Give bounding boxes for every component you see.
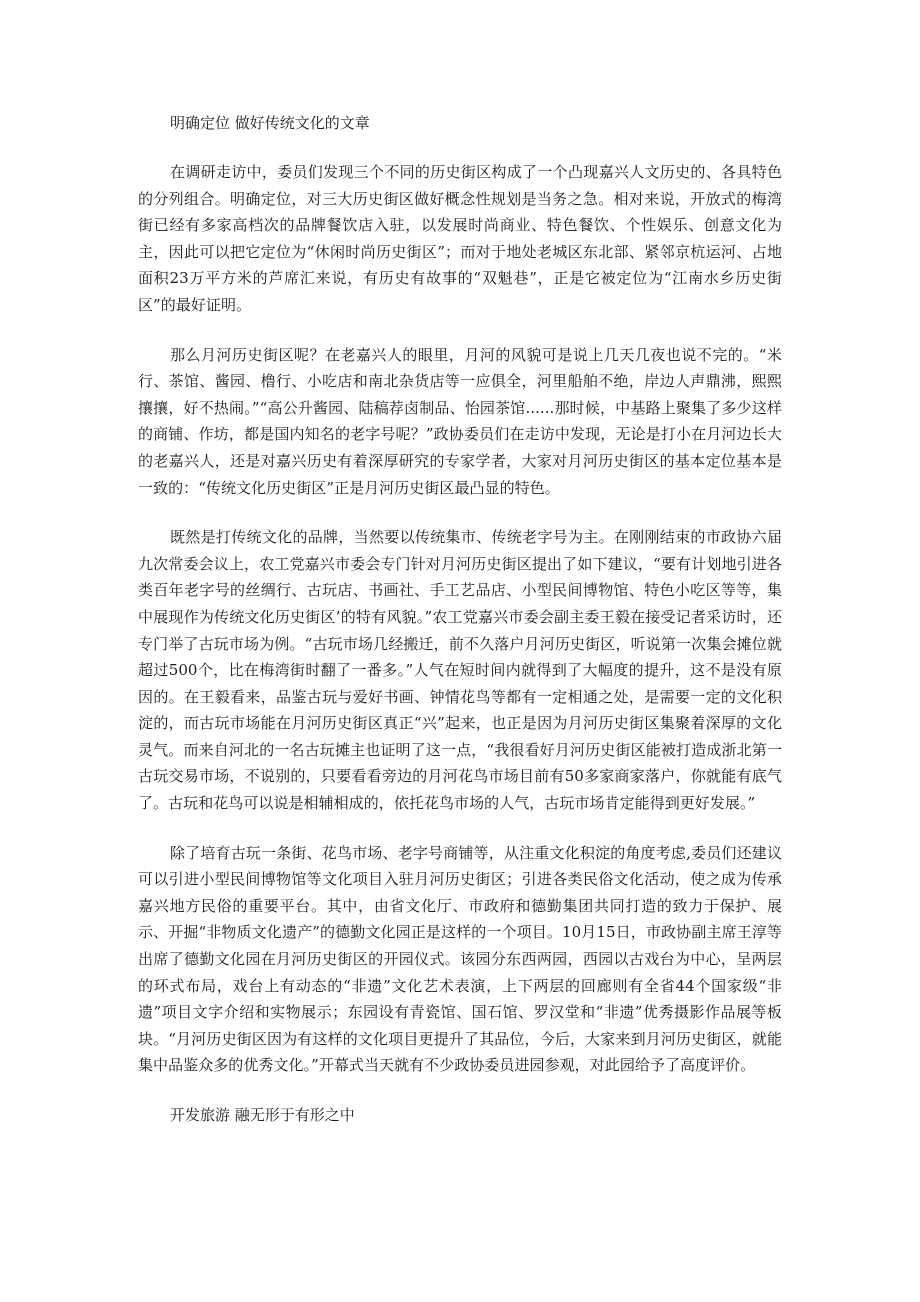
section-heading-tourism: 开发旅游 融无形于有形之中 <box>170 1106 355 1124</box>
paragraph-survey: 在调研走访中，委员们发现三个不同的历史街区构成了一个凸现嘉兴人文历史的、各具特色的分列组合。明确定位，对三大历史街区做好概念性规划是当务之急。相对来说，开放式的梅湾街已经有多家高档次的品牌餐饮店入驻，以发展时尚商业、特色餐饮、个性娱乐、创意文化为主，因此可以把它定位为“休闲时尚历史街区”；而对于地处老城区东北部、紧邻京杭运河、占地面积23万平方米的芦席汇来说，有历史有故事的“双魁巷”，正是它被定位为“江南水乡历史街区”的最好证明。 <box>138 163 782 314</box>
paragraph-traditional-brand: 既然是打传统文化的品牌，当然要以传统集市、传统老字号为主。在刚刚结束的市政协六届九次常委会议上，农工党嘉兴市委会专门针对月河历史街区提出了如下建议，“要有计划地引进各类百年老字号的丝绸行、古玩店、书画社、手工艺品店、小型民间博物馆、特色小吃区等等，集中展现作为传统文化历史街区’的特有风貌。”农工党嘉兴市委会副主委王毅在接受记者采访时，还专门举了古玩市场为例。“古玩市场几经搬迁，前不久落户月河历史街区，听说第一次集会摊位就超过500个，比在梅湾街时翻了一番多。”人气在短时间内就得到了大幅度的提升，这不是没有原因的。在王毅看来，品鉴古玩与爱好书画、钟情花鸟等都有一定相通之处，是需要一定的文化积淀的，而古玩市场能在月河历史街区真正“兴”起来，也正是因为月河历史街区集聚着深厚的文化灵气。而来自河北的一名古玩摊主也证明了这一点，“我很看好月河历史街区能被打造成浙北第一古玩交易市场，不说别的，只要看看旁边的月河花鸟市场目前有50多家商家落户，你就能有底气了。古玩和花鸟可以说是相辅相成的，依托花鸟市场的人气，古玩市场肯定能得到更好发展。” <box>138 528 782 813</box>
paragraph-yuehe-district: 那么月河历史街区呢？在老嘉兴人的眼里，月河的风貌可是说上几天几夜也说不完的。“米行、茶馆、酱园、橹行、小吃店和南北杂货店等一应俱全，河里船舶不绝，岸边人声鼎沸，熙熙攘攘，好不热闹。”“高公升酱园、陆稿荐卤制品、怡园茶馆......那时候，中基路上聚集了多少这样的商铺、作坊，都是国内知名的老字号呢？”政协委员们在走访中发现，无论是打小在月河边长大的老嘉兴人，还是对嘉兴历史有着深厚研究的专家学者，大家对月河历史街区的基本定位基本是一致的：“传统文化历史街区”正是月河历史街区最凸显的特色。 <box>138 345 782 497</box>
section-heading-positioning: 明确定位 做好传统文化的文章 <box>170 114 370 132</box>
paragraph-cultural-projects: 除了培育古玩一条街、花鸟市场、老字号商铺等，从注重文化积淀的角度考虑,委员们还建议可以引进小型民间博物馆等文化项目入驻月河历史街区；引进各类民俗文化活动，使之成为传承嘉兴地方民俗的重要平台。其中，由省文化厅、市政府和德勤集团共同打造的致力于保护、展示、开掘“非物质文化遗产”的德勤文化园正是这样的一个项目。10月15日，市政协副主席王淳等出席了德勤文化园在月河历史街区的开园仪式。该园分东西两园，西园以古戏台为中心，呈两层的环式布局，戏台上有动态的“非遗”文化艺术表演，上下两层的回廊则有全省44个国家级“非遗”项目文字介绍和实物展示；东园设有青瓷馆、国石馆、罗汉堂和“非遗”优秀摄影作品展等板块。“月河历史街区因为有这样的文化项目更提升了其品位，今后，大家来到月河历史街区，就能集中品鉴众多的优秀文化。”开幕式当天就有不少政协委员进园参观，对此园给予了高度评价。 <box>138 843 782 1075</box>
